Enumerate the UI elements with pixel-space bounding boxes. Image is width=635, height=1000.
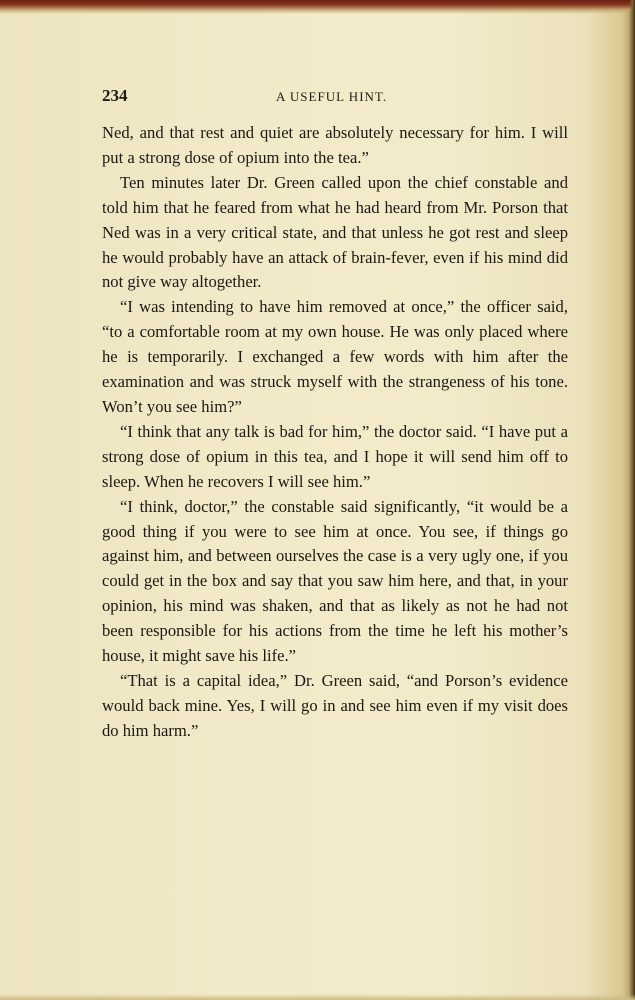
body-text — [102, 121, 568, 744]
paragraph: “I was intending to have him removed at once,” the officer said, “to a comfortable room at my own house. He was only placed where he is temporarily. I exchanged a few words with him after the examination and was struck myself with the strangeness of his tone. Won’t you see him?” — [102, 297, 568, 416]
paragraph: Ned, and that rest and quiet are absolutely necessary for him. I will put a strong dose of opium into the tea.” — [102, 123, 568, 167]
running-title: A USEFUL HINT. — [276, 89, 388, 104]
page-right-edge — [629, 0, 635, 1000]
page-top-edge — [0, 0, 635, 14]
paragraph: “I think that any talk is bad for him,” the doctor said. “I have put a strong dose of opium in this tea, and I hope it will send him off to sleep. When he recovers I will see him.” — [102, 421, 568, 491]
paragraph: Ten minutes later Dr. Green called upon the chief constable and told him that he feared from what he had heard from Mr. Porson that Ned was in a very critical state, and that unless he got rest and sleep he would probably have an attack of brain-fever, even if his mind did not give way altogether. — [102, 172, 568, 292]
page-number: 234 — [102, 86, 128, 105]
page-header — [102, 86, 568, 110]
page-bottom-edge — [0, 994, 635, 1000]
paragraph: “I think, doctor,” the constable said significantly, “it would be a good thing if you were to see him at once. You see, if things go against him, and between ourselves the case is a very ugly one, if you could get in the box and say that you saw him here, and that, in your opinion, his mind was shaken, and that as likely as not he had not been responsible for his actions from the time he left his mother’s house, it might save his life.” — [102, 496, 568, 666]
paragraph: “That is a capital idea,” Dr. Green said, “and Porson’s evidence would back mine. Yes, I will go in and see him even if my visit does do him harm.” — [102, 670, 568, 740]
